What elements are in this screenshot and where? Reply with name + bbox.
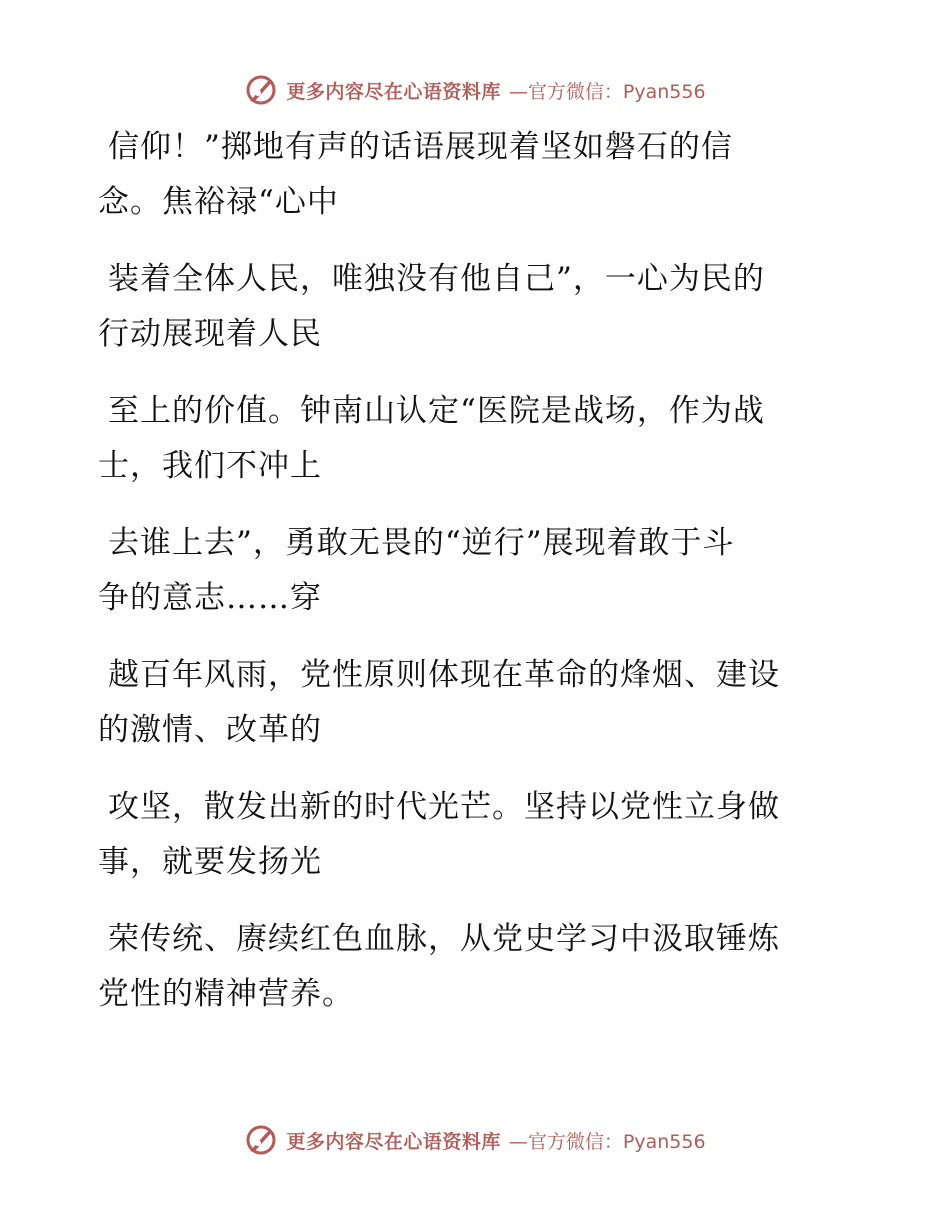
paragraph-line: 越百年风雨，党性原则体现在革命的烽烟、建设 [108,657,780,693]
paragraph-line: 攻坚，散发出新的时代光芒。坚持以党性立身做 [108,789,780,825]
quill-logo-icon [244,1123,278,1157]
paragraph-line: 荣传统、赓续红色血脉，从党史学习中汲取锤炼 [108,921,780,957]
header-banner [0,70,950,110]
footer-contact: —官方微信：Pyan556 [508,1130,706,1153]
paragraph [98,780,838,890]
paragraph-line: 至上的价值。钟南山认定“医院是战场，作为战 [108,393,765,429]
paragraph-line: 党性的精神营养。 [98,976,354,1012]
paragraph [98,912,838,1022]
paragraph-line: 的激情、改革的 [98,712,322,748]
paragraph-line: 士，我们不冲上 [98,448,322,484]
header-brand: 更多内容尽在心语资料库 [286,80,501,103]
paragraph [98,120,838,230]
paragraph-line: 行动展现着人民 [98,316,322,352]
paragraph-line: 装着全体人民，唯独没有他自己”，一心为民的 [108,261,765,297]
header-contact: —官方微信：Pyan556 [508,80,706,103]
paragraph [98,516,838,626]
document-body [98,120,838,1022]
paragraph-line: 争的意志……穿 [98,580,322,616]
paragraph-line: 事，就要发扬光 [98,844,322,880]
paragraph-line: 去谁上去”，勇敢无畏的“逆行”展现着敢于斗 [108,525,735,561]
footer-brand: 更多内容尽在心语资料库 [286,1130,501,1153]
paragraph [98,252,838,362]
paragraph-line: 信仰！”掷地有声的话语展现着坚如磐石的信 [108,129,733,165]
paragraph [98,384,838,494]
paragraph [98,648,838,758]
footer-banner [0,1120,950,1160]
quill-logo-icon [244,73,278,107]
paragraph-line: 念。焦裕禄“心中 [98,184,339,220]
